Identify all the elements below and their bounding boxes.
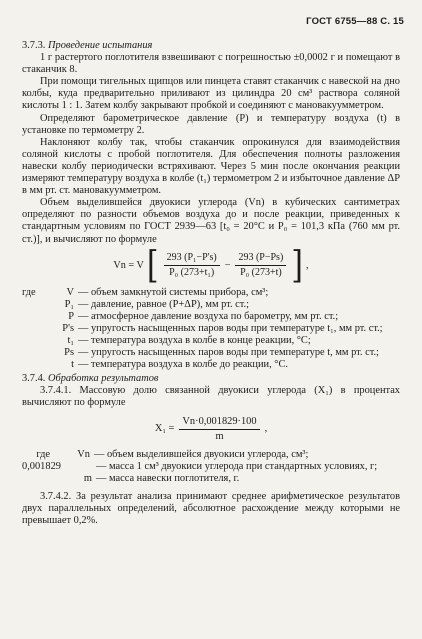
formula-lhs: Vn = V xyxy=(113,259,144,271)
definition-symbol: t xyxy=(71,359,74,371)
formula-vn xyxy=(22,243,400,287)
numerator: 293 (P−Ps) xyxy=(235,252,286,266)
definition-symbol: P xyxy=(68,310,74,322)
definition-symbol: 0,001829 xyxy=(22,460,61,472)
definition-text: — объем замкнутой системы прибора, см³; xyxy=(78,286,269,298)
paragraph: Определяют барометрическое давление (P) и температуру воздуха (t) в установке по термометру 2. xyxy=(22,112,400,136)
numerator: 293 (P₁−P's) xyxy=(164,252,220,266)
formula-tail: , xyxy=(264,423,268,435)
section-number: 3.7.4. xyxy=(22,373,46,385)
fraction xyxy=(235,252,286,279)
definitions-list xyxy=(22,449,400,485)
fraction xyxy=(179,416,259,443)
definition-text: — температура воздуха в колбе в конце реакции, °С; xyxy=(78,334,311,346)
definition-text: — упругость насыщенных паров воды при температуре t, мм рт. ст.; xyxy=(78,347,379,359)
denominator: P₀ (273+t₁) xyxy=(169,267,215,279)
definition-symbol: t₁ xyxy=(67,334,74,346)
definition-text: — температура воздуха в колбе до реакции, °С. xyxy=(78,359,288,371)
definition-text: — давление, равное (P+ΔP), мм рт. ст.; xyxy=(78,298,250,310)
formula-lhs: X₁ = xyxy=(154,423,175,435)
definition-row xyxy=(22,359,400,371)
paragraph: 1 г растертого поглотителя взвешивают с погрешностью ±0,0002 г и помещают в стаканчик 8. xyxy=(22,52,400,76)
definition-symbol: P₁ xyxy=(64,298,74,310)
denominator: m xyxy=(215,430,224,442)
definition-row xyxy=(22,461,400,473)
page-header: ГОСТ 6755—88 С. 15 xyxy=(306,16,404,27)
where-label: где xyxy=(36,448,50,460)
definition-symbol: P's xyxy=(62,322,74,334)
paragraph: Объем выделившейся двуокиси углерода (Vn) в кубических сантиметрах определяют по разности объемов воздуха до и после реакции, приведенных к стандартным условиям по ГОСТ 2939—63 [t₀ = 20°С и P₀ = 101,3 кПа (760 мм рт. ст.)], и вычисляют по формуле xyxy=(22,197,400,245)
paragraph: При помощи тигельных щипцов или пинцета ставят стаканчик с навеской на дно колбы, куда предварительно приливают из цилиндра 20 см³ раствора соляной кислоты 1 : 1. Затем колбу закрывают пробкой и соединяют с мановакуумметром. xyxy=(22,76,400,112)
definition-row xyxy=(22,311,400,323)
paragraph: 3.7.4.2. За результат анализа принимают среднее арифметическое результатов двух параллельных определений, абсолютное расхождение между которыми не превышает 0,2%. xyxy=(22,491,400,527)
definition-row xyxy=(22,323,400,335)
section-3-7-3-heading xyxy=(22,40,400,52)
definitions-list xyxy=(22,287,400,372)
definition-text: — атмосферное давление воздуха по барометру, мм рт. ст.; xyxy=(78,310,339,322)
definition-row xyxy=(22,335,400,347)
fraction xyxy=(164,252,220,279)
definition-text: — объем выделившейся двуокиси углерода, см³; xyxy=(94,448,309,460)
definition-text: — масса навески поглотителя, г. xyxy=(96,472,240,484)
section-title: Обработка результатов xyxy=(48,373,159,385)
bracket-right: ] xyxy=(291,243,304,287)
definition-symbol: Vn xyxy=(77,448,90,460)
document-body xyxy=(22,38,400,527)
definition-symbol: m xyxy=(83,472,92,484)
paragraph: 3.7.4.1. Массовую долю связанной двуокиси углерода (X₁) в процентах вычисляют по формуле xyxy=(22,385,400,409)
numerator: Vn·0,001829·100 xyxy=(179,416,259,430)
definition-symbol: V xyxy=(66,286,74,298)
formula-x1 xyxy=(22,416,400,443)
paragraph: Наклоняют колбу так, чтобы стаканчик опрокинулся для взаимодействия соляной кислоты с пробой поглотителя. Для обеспечения полноты разложения навески колбу периодически встряхивают. Через 5 мин после окончания реакции измеряют температуру воздуха в колбе (t₁) термометром 2 и избыточное давление ΔP в мм рт. ст. мановакуумметром. xyxy=(22,136,400,197)
definition-row xyxy=(22,299,400,311)
section-title: Проведение испытания xyxy=(48,40,153,51)
formula-tail: , xyxy=(306,259,309,271)
definition-row xyxy=(22,473,400,485)
definition-text: — упругость насыщенных паров воды при температуре t₁, мм рт. ст.; xyxy=(78,322,383,334)
definition-row xyxy=(22,287,400,299)
definition-row xyxy=(22,449,400,461)
definition-row xyxy=(22,347,400,359)
section-3-7-4-heading xyxy=(22,373,400,385)
minus-sign: − xyxy=(224,259,231,271)
section-number: 3.7.3. xyxy=(22,40,46,51)
denominator: P₀ (273+t) xyxy=(240,267,282,279)
definition-symbol: Ps xyxy=(64,347,74,359)
where-label: где xyxy=(22,286,36,298)
definition-text: — масса 1 см³ двуокиси углерода при стандартных условиях, г; xyxy=(96,460,378,472)
bracket-left: [ xyxy=(146,243,159,287)
